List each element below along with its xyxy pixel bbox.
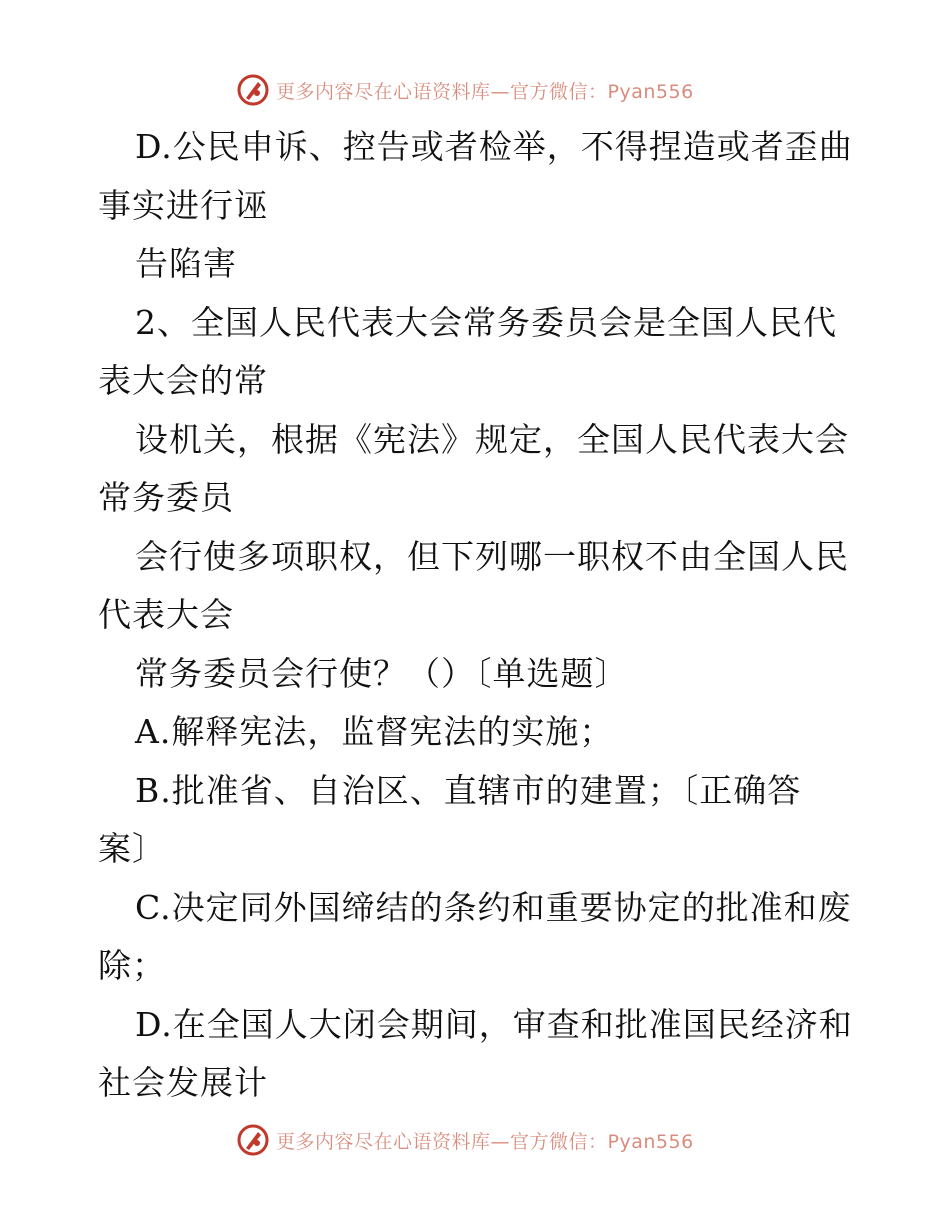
text-line: 案〕 bbox=[98, 829, 166, 868]
text-line: 会行使多项职权，但下列哪一职权不由全国人民 bbox=[135, 536, 849, 576]
text-line: B.批准省、自治区、直辖市的建置；〔正确答 bbox=[135, 770, 802, 810]
text-line: 除； bbox=[98, 946, 166, 985]
pen-circle-logo-icon bbox=[236, 73, 270, 107]
text-line: 设机关，根据《宪法》规定，全国人民代表大会 bbox=[135, 419, 849, 459]
text-line: D.公民申诉、控告或者检举，不得捏造或者歪曲 bbox=[135, 127, 853, 166]
text-line: 告陷害 bbox=[135, 244, 237, 283]
text-line: 2、全国人民代表大会常务委员会是全国人民代 bbox=[135, 302, 837, 342]
text-line: D.在全国人大闭会期间，审查和批准国民经济和 bbox=[135, 1004, 853, 1044]
text-line: C.决定同外国缔结的条约和重要协定的批准和废 bbox=[135, 887, 852, 927]
text-line: 社会发展计 bbox=[98, 1063, 268, 1102]
text-line: 代表大会 bbox=[98, 595, 234, 634]
watermark-text: 更多内容尽在心语资料库—官方微信：Pyan556 bbox=[276, 1130, 694, 1153]
text-line: 常务委员会行使？（）〔单选题〕 bbox=[135, 653, 629, 693]
pen-circle-logo-icon bbox=[236, 1123, 270, 1157]
footer-watermark bbox=[236, 1122, 694, 1158]
text-line: 事实进行诬 bbox=[98, 185, 268, 225]
header-watermark bbox=[236, 72, 694, 108]
text-line: 常务委员 bbox=[98, 478, 234, 517]
watermark-text: 更多内容尽在心语资料库—官方微信：Pyan556 bbox=[276, 80, 694, 103]
text-line: A.解释宪法，监督宪法的实施； bbox=[135, 712, 614, 751]
text-line: 表大会的常 bbox=[98, 361, 268, 400]
document-body bbox=[98, 118, 858, 1113]
